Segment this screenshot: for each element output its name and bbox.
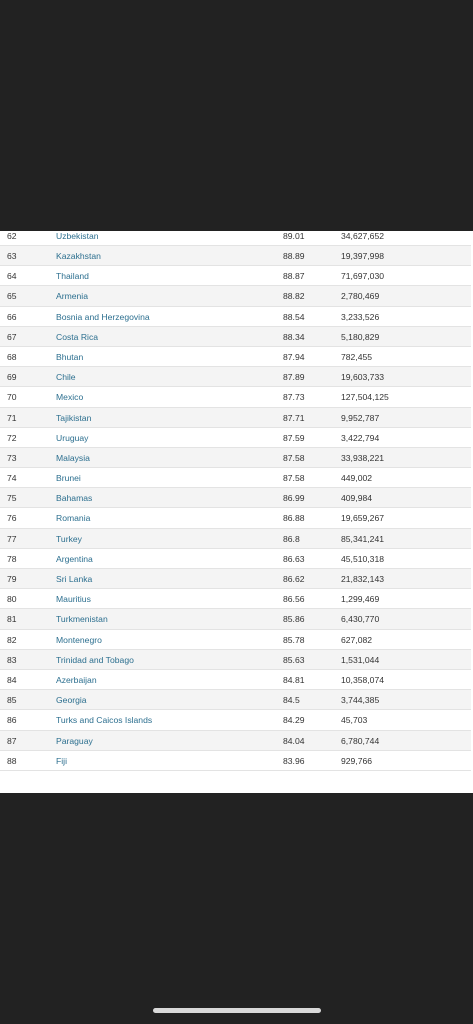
population-cell: 1,531,044 (341, 654, 380, 665)
score-cell: 88.54 (283, 311, 305, 322)
country-link[interactable]: Uzbekistan (56, 231, 99, 241)
score-cell: 84.04 (283, 735, 305, 746)
score-cell: 87.73 (283, 392, 305, 403)
rank-cell: 82 (7, 634, 17, 645)
table-row (0, 448, 471, 468)
score-cell: 88.87 (283, 271, 305, 282)
country-link[interactable]: Sri Lanka (56, 574, 93, 584)
rank-cell: 74 (7, 473, 17, 484)
country-link[interactable]: Montenegro (56, 634, 102, 645)
rank-cell: 62 (7, 231, 17, 241)
score-cell: 87.89 (283, 372, 305, 383)
rank-cell: 70 (7, 392, 17, 403)
ranking-table-panel[interactable] (0, 231, 473, 793)
rank-cell: 63 (7, 251, 17, 261)
population-cell: 19,397,998 (341, 251, 385, 261)
table-row (0, 549, 471, 569)
rank-cell: 78 (7, 553, 17, 564)
population-cell: 9,952,787 (341, 412, 380, 423)
country-link[interactable]: Azerbaijan (56, 674, 97, 685)
population-cell: 45,510,318 (341, 553, 385, 564)
table-row (0, 367, 471, 387)
table-row (0, 609, 471, 629)
score-cell: 86.62 (283, 574, 305, 584)
table-row (0, 468, 471, 488)
table-row (0, 327, 471, 347)
country-link[interactable]: Thailand (56, 271, 89, 282)
rank-cell: 85 (7, 695, 17, 706)
score-cell: 86.63 (283, 553, 305, 564)
table-row (0, 710, 471, 730)
country-link[interactable]: Georgia (56, 695, 87, 706)
table-row (0, 408, 471, 428)
rank-cell: 75 (7, 493, 17, 504)
score-cell: 87.71 (283, 412, 305, 423)
country-link[interactable]: Uruguay (56, 432, 89, 443)
country-link[interactable]: Mauritius (56, 594, 91, 605)
population-cell: 19,603,733 (341, 372, 385, 383)
country-link[interactable]: Chile (56, 372, 76, 383)
country-link[interactable]: Trinidad and Tobago (56, 654, 134, 665)
population-cell: 1,299,469 (341, 594, 380, 605)
score-cell: 88.89 (283, 251, 305, 261)
rank-cell: 76 (7, 513, 17, 524)
table-row (0, 347, 471, 367)
country-link[interactable]: Brunei (56, 473, 81, 484)
score-cell: 84.81 (283, 674, 305, 685)
rank-cell: 83 (7, 654, 17, 665)
population-cell: 782,455 (341, 351, 373, 362)
score-cell: 84.5 (283, 695, 300, 706)
table-row (0, 731, 471, 751)
rank-cell: 80 (7, 594, 17, 605)
population-cell: 19,659,267 (341, 513, 385, 524)
population-cell: 3,744,385 (341, 695, 380, 706)
score-cell: 87.59 (283, 432, 305, 443)
population-cell: 85,341,241 (341, 533, 385, 544)
score-cell: 85.78 (283, 634, 305, 645)
population-cell: 929,766 (341, 755, 373, 766)
country-link[interactable]: Turks and Caicos Islands (56, 715, 153, 726)
score-cell: 86.88 (283, 513, 305, 524)
rank-cell: 84 (7, 674, 17, 685)
table-row (0, 246, 471, 266)
country-link[interactable]: Paraguay (56, 735, 93, 746)
rank-cell: 88 (7, 755, 17, 766)
table-row (0, 751, 471, 771)
rank-cell: 79 (7, 574, 17, 584)
table-row (0, 307, 471, 327)
table-row (0, 231, 471, 246)
rank-cell: 68 (7, 351, 17, 362)
rank-cell: 71 (7, 412, 17, 423)
table-row (0, 488, 471, 508)
country-link[interactable]: Malaysia (56, 452, 90, 463)
country-link[interactable]: Bosnia and Herzegovina (56, 311, 150, 322)
population-cell: 33,938,221 (341, 452, 385, 463)
table-row (0, 286, 471, 306)
population-cell: 6,430,770 (341, 614, 380, 625)
score-cell: 86.56 (283, 594, 305, 605)
population-cell: 21,832,143 (341, 574, 385, 584)
rank-cell: 67 (7, 331, 17, 342)
population-cell: 627,082 (341, 634, 373, 645)
country-link[interactable]: Turkmenistan (56, 614, 108, 625)
rank-cell: 65 (7, 291, 17, 302)
country-link[interactable]: Costa Rica (56, 331, 99, 342)
country-link[interactable]: Tajikistan (56, 412, 92, 423)
population-cell: 3,422,794 (341, 432, 380, 443)
table-row (0, 529, 471, 549)
score-cell: 84.29 (283, 715, 305, 726)
country-link[interactable]: Romania (56, 513, 91, 524)
score-cell: 87.58 (283, 473, 305, 484)
table-row (0, 428, 471, 448)
score-cell: 85.63 (283, 654, 305, 665)
rank-cell: 81 (7, 614, 17, 625)
table-row (0, 589, 471, 609)
table-row (0, 569, 471, 589)
table-row (0, 650, 471, 670)
rank-cell: 77 (7, 533, 17, 544)
table-row (0, 670, 471, 690)
score-cell: 87.94 (283, 351, 305, 362)
country-link[interactable]: Armenia (56, 291, 88, 302)
home-indicator[interactable] (153, 1008, 321, 1013)
table-row (0, 690, 471, 710)
rank-cell: 69 (7, 372, 17, 383)
country-link[interactable]: Turkey (56, 533, 82, 544)
score-cell: 88.82 (283, 291, 305, 302)
top-dark-area (0, 0, 473, 231)
rank-cell: 66 (7, 311, 17, 322)
score-cell: 89.01 (283, 231, 305, 241)
country-link[interactable]: Mexico (56, 392, 84, 403)
score-cell: 86.8 (283, 533, 300, 544)
country-link[interactable]: Kazakhstan (56, 251, 101, 261)
table-row (0, 508, 471, 528)
population-cell: 5,180,829 (341, 331, 380, 342)
score-cell: 86.99 (283, 493, 305, 504)
rank-cell: 86 (7, 715, 17, 726)
bottom-dark-area (0, 793, 473, 1024)
table-row (0, 630, 471, 650)
score-cell: 83.96 (283, 755, 305, 766)
population-cell: 45,703 (341, 715, 368, 726)
rank-cell: 72 (7, 432, 17, 443)
rank-cell: 73 (7, 452, 17, 463)
country-link[interactable]: Fiji (56, 755, 67, 766)
score-cell: 88.34 (283, 331, 305, 342)
score-cell: 85.86 (283, 614, 305, 625)
population-cell: 127,504,125 (341, 392, 389, 403)
population-cell: 409,984 (341, 493, 373, 504)
rank-cell: 87 (7, 735, 17, 746)
country-link[interactable]: Bahamas (56, 493, 93, 504)
population-cell: 3,233,526 (341, 311, 380, 322)
country-link[interactable]: Argentina (56, 553, 93, 564)
population-cell: 6,780,744 (341, 735, 380, 746)
population-cell: 71,697,030 (341, 271, 385, 282)
country-link[interactable]: Bhutan (56, 351, 84, 362)
population-cell: 449,002 (341, 473, 373, 484)
rank-cell: 64 (7, 271, 17, 282)
population-cell: 34,627,652 (341, 231, 385, 241)
table-row (0, 387, 471, 407)
score-cell: 87.58 (283, 452, 305, 463)
table-row (0, 266, 471, 286)
ranking-table (0, 231, 471, 771)
population-cell: 10,358,074 (341, 674, 385, 685)
population-cell: 2,780,469 (341, 291, 380, 302)
